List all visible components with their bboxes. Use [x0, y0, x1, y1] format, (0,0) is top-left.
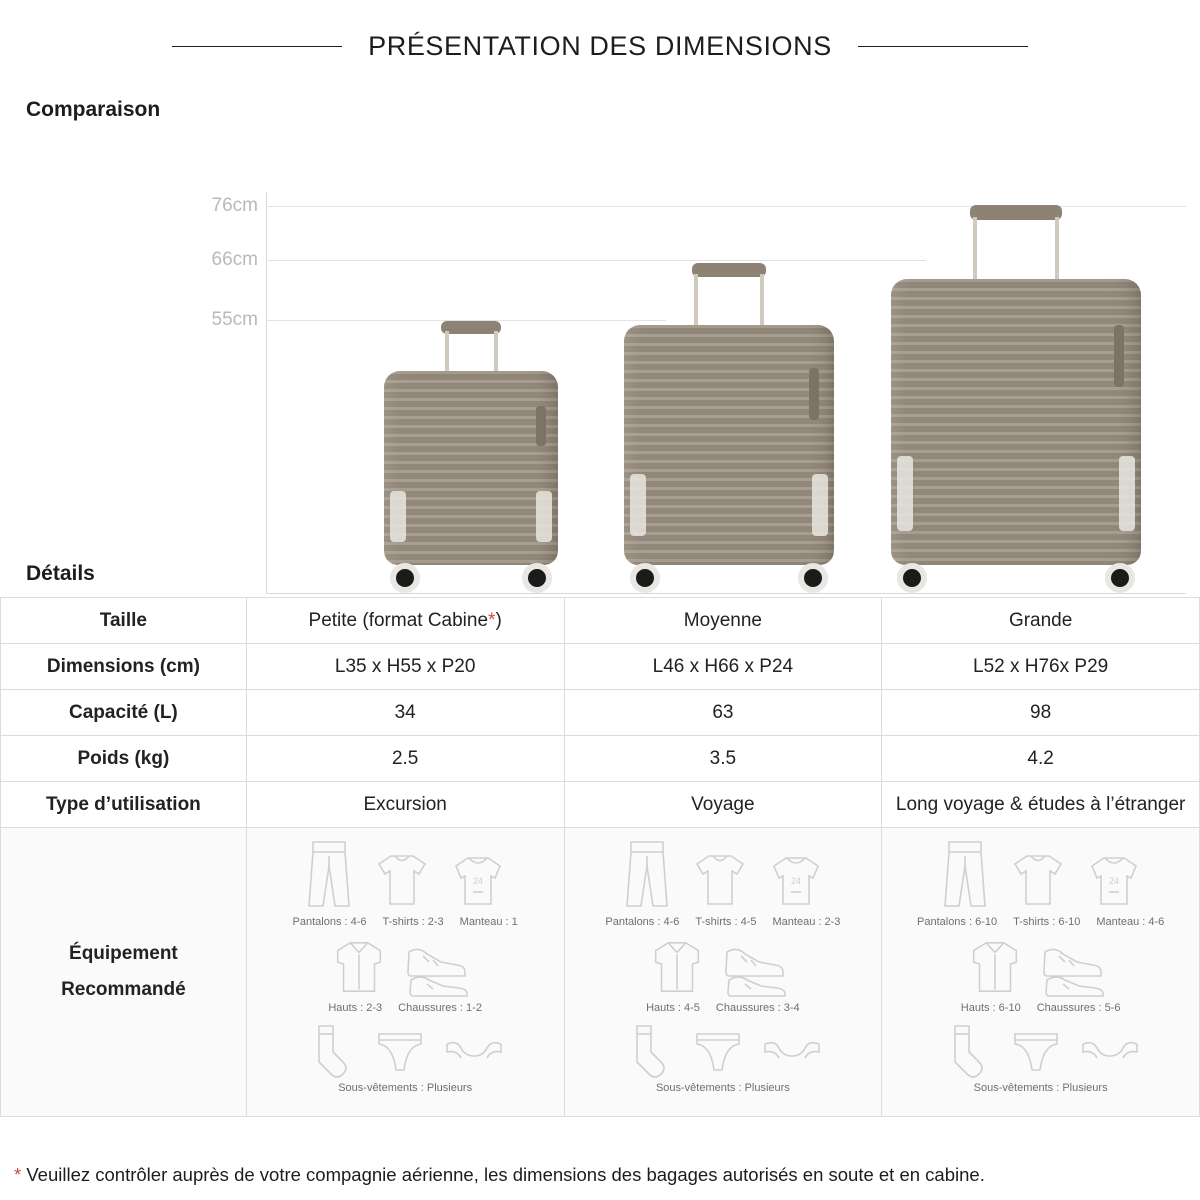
equipment-large-caption-tshirts: T-shirts : 6-10: [1013, 916, 1081, 928]
cell-capacite-large: 98: [882, 690, 1200, 736]
shoes-icon: [721, 936, 799, 998]
suitcase-medium-handle-rod-right: [760, 274, 764, 330]
table-row-dimensions: [1, 644, 1200, 690]
bra-icon: [761, 1030, 823, 1078]
cell-taille-small-text: Petite (format Cabine: [308, 609, 489, 631]
gridline-label-55: 55cm: [211, 309, 258, 330]
equipment-medium-caption-underwear: Sous-vêtements : Plusieurs: [655, 1082, 790, 1094]
hoodie-icon: [765, 850, 827, 912]
cell-dimensions-large: L52 x H76x P29: [882, 644, 1200, 690]
gridline-label-66: 66cm: [211, 249, 258, 270]
shoes-icon: [403, 936, 481, 998]
equipment-large-caption-tops: Hauts : 6-10: [960, 1002, 1021, 1014]
suitcase-large-side-panel-left: [897, 456, 913, 530]
cell-poids-medium: 3.5: [564, 736, 882, 782]
equipment-small-row3-captions: [253, 1080, 558, 1094]
cell-capacite-medium: 63: [564, 690, 882, 736]
equipment-small-caption-coat: Manteau : 1: [459, 916, 518, 928]
equipment-small-caption-shoes: Chaussures : 1-2: [398, 1002, 482, 1014]
equipment-large-row1-captions: [888, 914, 1193, 928]
row-header-dimensions: Dimensions (cm): [1, 644, 247, 690]
equipment-small-row1-captions: [253, 914, 558, 928]
hoodie-icon: [1083, 850, 1145, 912]
row-header-equipement-line1: Équipement: [69, 943, 178, 964]
suitcase-medium: [624, 263, 834, 593]
suitcase-small-side-panel-right: [536, 491, 552, 541]
suitcase-medium-body: [624, 325, 834, 565]
bra-icon: [443, 1030, 505, 1078]
underwear-icon: [689, 1026, 747, 1078]
suitcase-small-wheel-right: [522, 563, 552, 593]
equipment-large-caption-pants: Pantalons : 6-10: [917, 916, 998, 928]
equipment-cell-small: [246, 828, 564, 1117]
cell-dimensions-medium: L46 x H66 x P24: [564, 644, 882, 690]
equipment-cell-large: [882, 828, 1200, 1117]
table-row-type-utilisation: [1, 782, 1200, 828]
equipment-medium-row3-icons: [571, 1022, 876, 1078]
comparison-label: Comparaison: [26, 98, 161, 121]
equipment-medium-caption-shoes: Chaussures : 3-4: [715, 1002, 800, 1014]
table-row-capacite: [1, 690, 1200, 736]
cell-poids-small: 2.5: [246, 736, 564, 782]
suitcase-large-wheel-left: [897, 563, 927, 593]
suitcase-small-wheel-left: [390, 563, 420, 593]
underwear-icon: [371, 1026, 429, 1078]
suitcase-medium-handle-grip: [692, 263, 766, 277]
suitcase-small-handle-rod-left: [445, 331, 449, 375]
equipment-cell-medium: [564, 828, 882, 1117]
cell-type-small: Excursion: [246, 782, 564, 828]
cell-taille-small: [246, 598, 564, 644]
size-comparison-chart: [211, 104, 1186, 594]
equipment-small-row2-icons: [253, 936, 558, 998]
shirt-icon: [965, 936, 1025, 998]
suitcase-medium-side-panel-left: [630, 474, 646, 536]
equipment-medium-row1-captions: [571, 914, 876, 928]
equipment-medium-row2-icons: [571, 936, 876, 998]
cell-capacite-small: 34: [246, 690, 564, 736]
suitcase-large-wheel-right: [1105, 563, 1135, 593]
equipment-small-row1-icons: [253, 838, 558, 912]
equipment-large-row3-icons: [888, 1022, 1193, 1078]
equipment-large-caption-coat: Manteau : 4-6: [1096, 916, 1165, 928]
equipment-large-row2-icons: [888, 936, 1193, 998]
pants-icon: [937, 838, 993, 912]
tshirt-icon: [371, 850, 433, 912]
underwear-icon: [1007, 1026, 1065, 1078]
equipment-large-caption-underwear: Sous-vêtements : Plusieurs: [973, 1082, 1108, 1094]
equipment-medium-row2-captions: [571, 1000, 876, 1014]
cell-taille-medium: Moyenne: [564, 598, 882, 644]
footnote-asterisk-icon: *: [14, 1164, 22, 1185]
suitcase-large-side-panel-right: [1119, 456, 1135, 530]
equipment-small-row2-captions: [253, 1000, 558, 1014]
equipment-medium-caption-tops: Hauts : 4-5: [646, 1002, 700, 1014]
suitcase-medium-latch: [809, 368, 819, 420]
suitcase-large-handle-rod-right: [1055, 217, 1059, 283]
equipment-large-row2-captions: [888, 1000, 1193, 1014]
comparison-section: [0, 92, 1200, 597]
gridline-66: [211, 249, 926, 270]
equipment-large-row1-icons: [888, 838, 1193, 912]
header-rule-left: [172, 46, 342, 47]
details-label: Détails: [26, 562, 95, 585]
cell-taille-large: Grande: [882, 598, 1200, 644]
equipment-medium-row1-icons: [571, 838, 876, 912]
row-header-equipement: [1, 828, 247, 1117]
equipment-large-caption-shoes: Chaussures : 5-6: [1036, 1002, 1121, 1014]
row-header-taille: Taille: [1, 598, 247, 644]
row-header-type-utilisation: Type d’utilisation: [1, 782, 247, 828]
cell-type-medium: Voyage: [564, 782, 882, 828]
socks-icon: [941, 1022, 993, 1078]
hoodie-icon: [447, 850, 509, 912]
shirt-icon: [329, 936, 389, 998]
shirt-icon: [647, 936, 707, 998]
suitcase-medium-side-panel-right: [812, 474, 828, 536]
gridline-label-76: 76cm: [211, 195, 258, 216]
equipment-medium-caption-coat: Manteau : 2-3: [772, 916, 841, 928]
cell-poids-large: 4.2: [882, 736, 1200, 782]
pants-icon: [619, 838, 675, 912]
svg-text:24: 24: [473, 876, 484, 886]
asterisk-icon: *: [488, 609, 496, 631]
specifications-table: [0, 597, 1200, 1117]
socks-icon: [305, 1022, 357, 1078]
equipment-medium-caption-tshirts: T-shirts : 4-5: [695, 916, 757, 928]
socks-icon: [623, 1022, 675, 1078]
suitcase-small-latch: [536, 406, 546, 446]
shoes-icon: [1039, 936, 1117, 998]
cell-taille-small-suffix: ): [495, 609, 502, 631]
cell-dimensions-small: L35 x H55 x P20: [246, 644, 564, 690]
pants-icon: [301, 838, 357, 912]
suitcase-small: [384, 321, 558, 593]
page-title: PRÉSENTATION DES DIMENSIONS: [368, 30, 832, 61]
footnote: [0, 1154, 1200, 1200]
equipment-medium-caption-pants: Pantalons : 4-6: [605, 916, 680, 928]
row-header-capacite: Capacité (L): [1, 690, 247, 736]
table-row-taille: [1, 598, 1200, 644]
suitcase-large-body: [891, 279, 1141, 565]
tshirt-icon: [1007, 850, 1069, 912]
suitcase-large-handle-rod-left: [973, 217, 977, 283]
suitcase-medium-handle-rod-left: [694, 274, 698, 330]
equipment-small-caption-pants: Pantalons : 4-6: [292, 916, 367, 928]
suitcase-small-handle-rod-right: [494, 331, 498, 375]
suitcase-small-body: [384, 371, 558, 565]
suitcase-medium-wheel-right: [798, 563, 828, 593]
suitcase-large-handle-grip: [970, 205, 1062, 220]
bra-icon: [1079, 1030, 1141, 1078]
tshirt-icon: [689, 850, 751, 912]
footnote-text: Veuillez contrôler auprès de votre compagnie aérienne, les dimensions des bagages autorisés en soute et en cabine.: [26, 1164, 985, 1185]
equipment-large-row3-captions: [888, 1080, 1193, 1094]
chart-y-axis: [266, 192, 267, 594]
equipment-small-caption-tshirts: T-shirts : 2-3: [382, 916, 444, 928]
table-row-equipement: [1, 828, 1200, 1117]
cell-type-large: Long voyage & études à l’étranger: [882, 782, 1200, 828]
page-header: [0, 0, 1200, 92]
table-row-poids: [1, 736, 1200, 782]
equipment-small-caption-underwear: Sous-vêtements : Plusieurs: [338, 1082, 473, 1094]
suitcase-medium-wheel-left: [630, 563, 660, 593]
suitcase-small-handle-grip: [441, 321, 501, 334]
equipment-small-row3-icons: [253, 1022, 558, 1078]
chart-x-axis: [266, 593, 1186, 594]
row-header-poids: Poids (kg): [1, 736, 247, 782]
row-header-equipement-line2: Recommandé: [61, 979, 186, 1000]
header-rule-right: [858, 46, 1028, 47]
suitcase-large-latch: [1114, 325, 1124, 387]
equipment-small-caption-tops: Hauts : 2-3: [328, 1002, 383, 1014]
equipment-medium-row3-captions: [571, 1080, 876, 1094]
svg-text:24: 24: [790, 876, 801, 886]
suitcase-large: [891, 205, 1141, 593]
suitcase-small-side-panel-left: [390, 491, 406, 541]
svg-text:24: 24: [1108, 876, 1119, 886]
